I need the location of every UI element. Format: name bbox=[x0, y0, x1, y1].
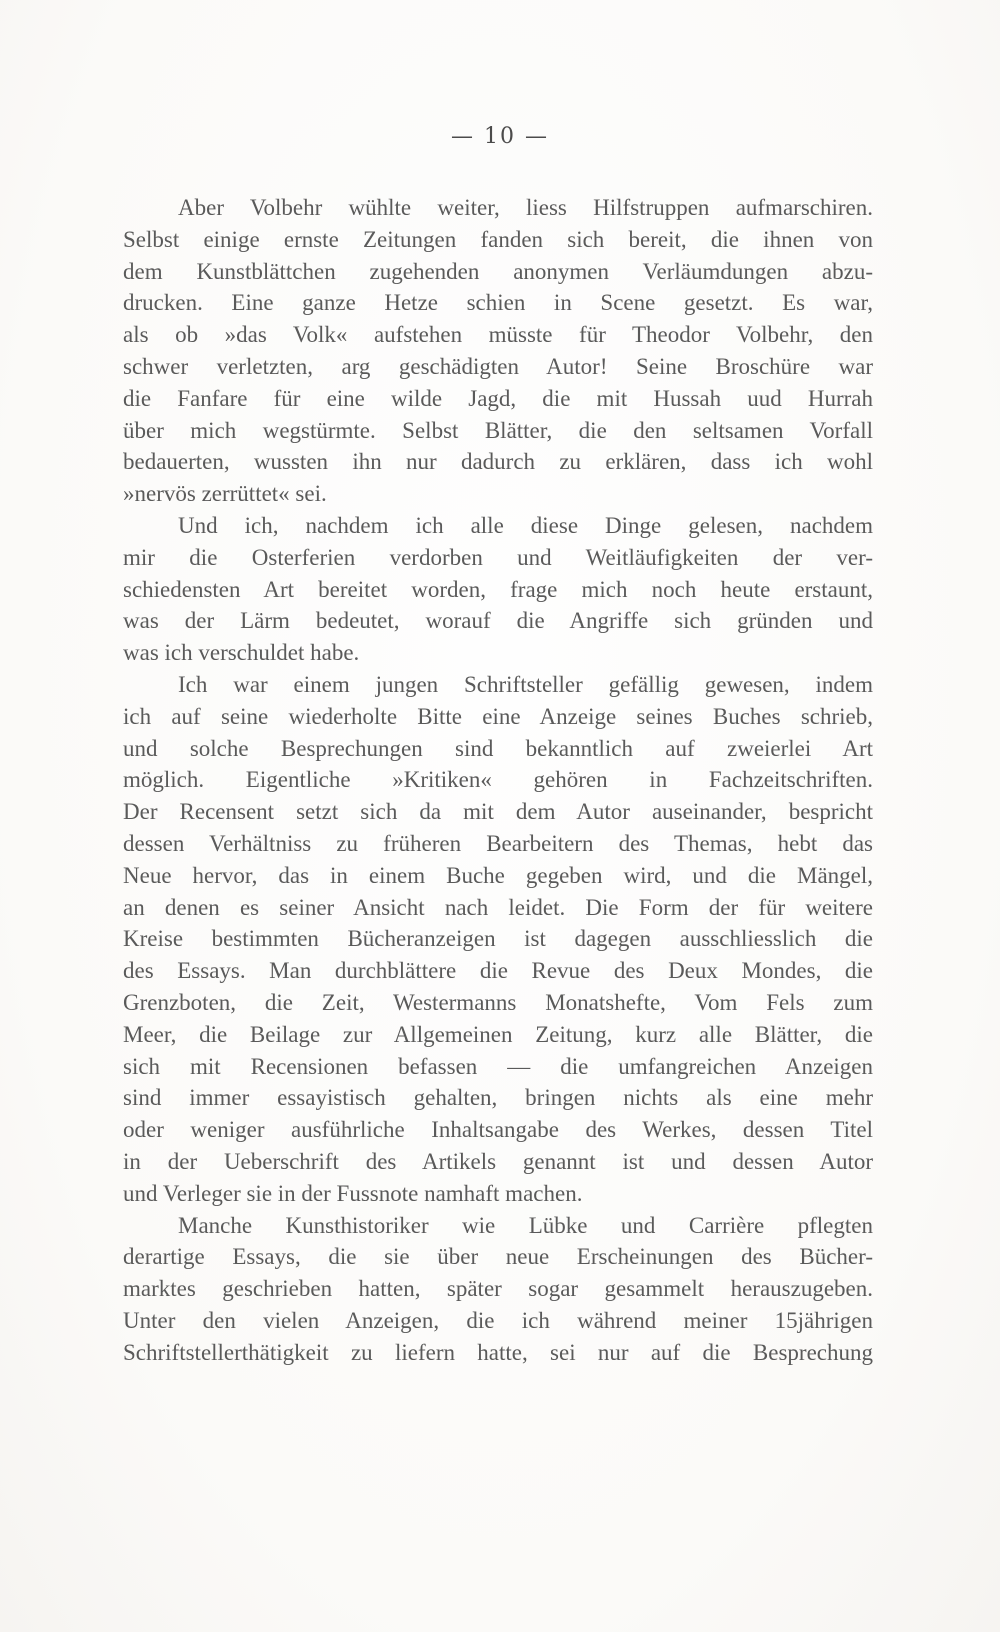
text-line: sich mit Recensionen befassen — die umfangreichen Anzeigen bbox=[123, 1053, 873, 1079]
text-line: marktes geschrieben hatten, später sogar gesammelt herauszugeben. bbox=[123, 1276, 873, 1302]
text-line: Meer, die Beilage zur Allgemeinen Zeitung, kurz alle Blätter, die bbox=[123, 1021, 873, 1047]
paragraph bbox=[123, 669, 873, 1210]
text-line: und solche Besprechungen sind bekanntlich auf zweierlei Art bbox=[123, 735, 873, 761]
text-line: sind immer essayistisch gehalten, bringen nichts als eine mehr bbox=[123, 1085, 873, 1111]
body-text bbox=[123, 192, 873, 1368]
text-line: »nervös zerrüttet« sei. bbox=[123, 481, 327, 507]
text-line: Manche Kunsthistoriker wie Lübke und Carrière pflegten bbox=[178, 1212, 873, 1238]
text-line: schiedensten Art bereitet worden, frage mich noch heute erstaunt, bbox=[123, 576, 873, 602]
paragraph bbox=[123, 1210, 873, 1369]
text-line: Grenzboten, die Zeit, Westermanns Monatshefte, Vom Fels zum bbox=[123, 989, 873, 1015]
text-line: Schriftstellerthätigkeit zu liefern hatte, sei nur auf die Besprechung bbox=[123, 1339, 873, 1365]
text-line: bedauerten, wussten ihn nur dadurch zu erklären, dass ich wohl bbox=[123, 449, 873, 475]
text-line: Und ich, nachdem ich alle diese Dinge gelesen, nachdem bbox=[178, 512, 873, 538]
text-line: drucken. Eine ganze Hetze schien in Scene gesetzt. Es war, bbox=[123, 290, 873, 316]
text-line: Unter den vielen Anzeigen, die ich während meiner 15jährigen bbox=[123, 1307, 873, 1333]
text-line: über mich wegstürmte. Selbst Blätter, die den seltsamen Vorfall bbox=[123, 417, 873, 443]
text-line: und Verleger sie in der Fussnote namhaft machen. bbox=[123, 1180, 583, 1206]
text-line: dem Kunstblättchen zugehenden anonymen Verläumdungen abzu- bbox=[123, 258, 873, 284]
text-line: mir die Osterferien verdorben und Weitläufigkeiten der ver- bbox=[123, 544, 873, 570]
text-line: Selbst einige ernste Zeitungen fanden sich bereit, die ihnen von bbox=[123, 226, 873, 252]
text-line: möglich. Eigentliche »Kritiken« gehören in Fachzeitschriften. bbox=[123, 767, 873, 793]
text-line: ich auf seine wiederholte Bitte eine Anzeige seines Buches schrieb, bbox=[123, 703, 873, 729]
text-line: derartige Essays, die sie über neue Erscheinungen des Bücher- bbox=[123, 1244, 873, 1270]
text-line: oder weniger ausführliche Inhaltsangabe des Werkes, dessen Titel bbox=[123, 1117, 873, 1143]
paragraph bbox=[123, 192, 873, 510]
text-line: Der Recensent setzt sich da mit dem Autor auseinander, bespricht bbox=[123, 799, 873, 825]
text-line: an denen es seiner Ansicht nach leidet. Die Form der für weitere bbox=[123, 894, 873, 920]
page-number: — 10 — bbox=[451, 124, 549, 149]
text-line: was der Lärm bedeutet, worauf die Angriffe sich gründen und bbox=[123, 608, 873, 634]
text-line: als ob »das Volk« aufstehen müsste für Theodor Volbehr, den bbox=[123, 322, 873, 348]
text-line: schwer verletzten, arg geschädigten Autor! Seine Broschüre war bbox=[123, 353, 873, 379]
text-line: Neue hervor, das in einem Buche gegeben wird, und die Mängel, bbox=[123, 862, 873, 888]
text-line: Kreise bestimmten Bücheranzeigen ist dagegen ausschliesslich die bbox=[123, 926, 873, 952]
text-line: Aber Volbehr wühlte weiter, liess Hilfstruppen aufmarschiren. bbox=[178, 195, 873, 220]
text-line: des Essays. Man durchblättere die Revue des Deux Mondes, die bbox=[123, 958, 873, 984]
text-line: Ich war einem jungen Schriftsteller gefällig gewesen, indem bbox=[178, 671, 873, 697]
text-line: was ich verschuldet habe. bbox=[123, 640, 360, 666]
text-line: die Fanfare für eine wilde Jagd, die mit Hussah uud Hurrah bbox=[123, 385, 873, 411]
text-line: in der Ueberschrift des Artikels genannt ist und dessen Autor bbox=[123, 1148, 873, 1174]
paragraph bbox=[123, 510, 873, 669]
text-line: dessen Verhältniss zu früheren Bearbeitern des Themas, hebt das bbox=[123, 830, 873, 856]
